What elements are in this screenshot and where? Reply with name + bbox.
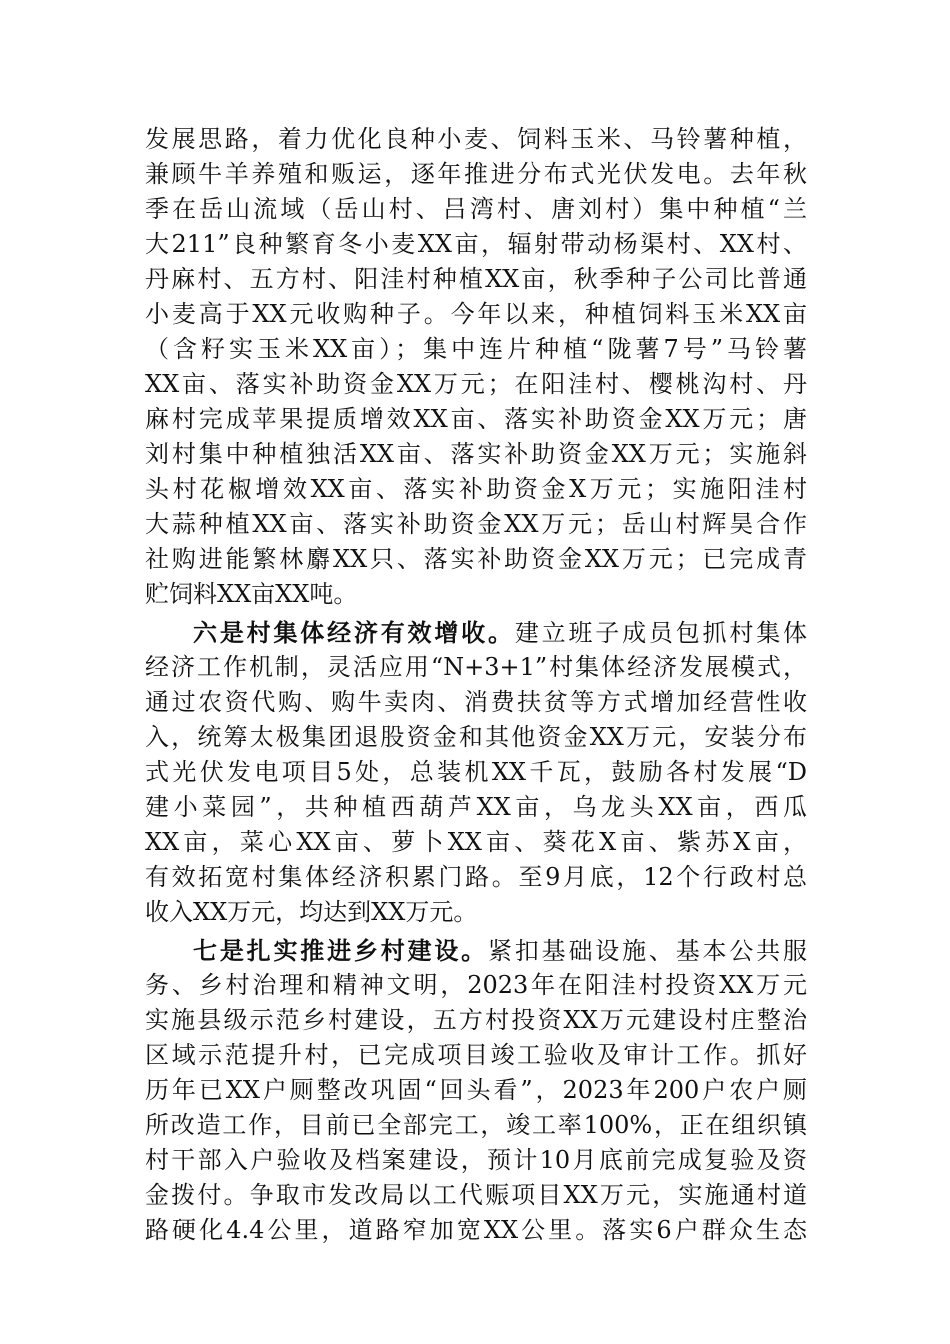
heading-followup-text: 紧扣基础设施、基本公共服 — [488, 937, 807, 965]
text-line: 小麦高于XX元收购种子。今年以来，种植饲料玉米XX亩 — [145, 300, 807, 328]
text-line — [145, 933, 807, 968]
text-line: （含籽实玉米XX亩）；集中连片种植“陇薯7号”马铃薯 — [145, 335, 807, 363]
text-line: 建小菜园”，共种植西葫芦XX亩，乌龙头XX亩，西瓜 — [145, 793, 807, 821]
text-line: 式光伏发电项目5处，总装机XX千瓦，鼓励各村发展“D — [145, 758, 807, 786]
paragraph-collective-economy — [145, 615, 807, 930]
paragraph-crop-planting — [145, 122, 807, 612]
text-line: 村干部入户验收及档案建设，预计10月底前完成复验及资 — [145, 1146, 807, 1174]
text-line: XX亩、落实补助资金XX万元；在阳洼村、樱桃沟村、丹 — [145, 370, 807, 398]
paragraph-rural-construction — [145, 933, 807, 1248]
text-line: 兼顾牛羊养殖和贩运，逐年推进分布式光伏发电。去年秋 — [145, 160, 807, 188]
document-body — [145, 122, 807, 1248]
text-line: 有效拓宽村集体经济积累门路。至9月底，12个行政村总 — [145, 863, 807, 891]
text-line: 所改造工作，目前已全部完工，竣工率100%，正在组织镇 — [145, 1111, 807, 1139]
text-line: 入，统筹太极集团退股资金和其他资金XX万元，安装分布 — [145, 723, 807, 751]
section-heading: 七是扎实推进乡村建设。 — [193, 936, 488, 965]
text-line: 季在岳山流域（岳山村、吕湾村、唐刘村）集中种植“兰 — [145, 195, 807, 223]
text-line: 务、乡村治理和精神文明，2023年在阳洼村投资XX万元 — [145, 971, 807, 999]
text-line: 路硬化4.4公里，道路窄加宽XX公里。落实6户群众生态 — [145, 1216, 807, 1244]
text-line: XX亩，菜心XX亩、萝卜XX亩、葵花X亩、紫苏X亩， — [145, 828, 807, 856]
text-line: 区域示范提升村，已完成项目竣工验收及审计工作。抓好 — [145, 1041, 807, 1069]
section-heading: 六是村集体经济有效增收。 — [193, 618, 515, 647]
text-line: 丹麻村、五方村、阳洼村种植XX亩，秋季种子公司比普通 — [145, 265, 807, 293]
text-line: 麻村完成苹果提质增效XX亩、落实补助资金XX万元；唐 — [145, 405, 807, 433]
text-line: 发展思路，着力优化良种小麦、饲料玉米、马铃薯种植， — [145, 125, 807, 153]
text-line: 贮饲料XX亩XX吨。 — [145, 580, 358, 608]
text-line: 金拨付。争取市发改局以工代赈项目XX万元，实施通村道 — [145, 1181, 807, 1209]
text-line: 头村花椒增效XX亩、落实补助资金X万元；实施阳洼村 — [145, 475, 807, 503]
text-line — [145, 615, 807, 650]
text-line: 大蒜种植XX亩、落实补助资金XX万元；岳山村辉昊合作 — [145, 510, 807, 538]
text-line: 刘村集中种植独活XX亩、落实补助资金XX万元；实施斜 — [145, 440, 807, 468]
text-line: 实施县级示范乡村建设，五方村投资XX万元建设村庄整治 — [145, 1006, 807, 1034]
text-line: 通过农资代购、购牛卖肉、消费扶贫等方式增加经营性收 — [145, 688, 807, 716]
text-line: 历年已XX户厕整改巩固“回头看”，2023年200户农户厕 — [145, 1076, 807, 1104]
text-line: 社购进能繁林麝XX只、落实补助资金XX万元；已完成青 — [145, 545, 807, 573]
text-line: 经济工作机制，灵活应用“N+3+1”村集体经济发展模式， — [145, 653, 807, 681]
text-line: 大211”良种繁育冬小麦XX亩，辐射带动杨渠村、XX村、 — [145, 230, 807, 258]
heading-followup-text: 建立班子成员包抓村集体 — [514, 619, 807, 647]
text-line: 收入XX万元，均达到XX万元。 — [145, 898, 478, 926]
